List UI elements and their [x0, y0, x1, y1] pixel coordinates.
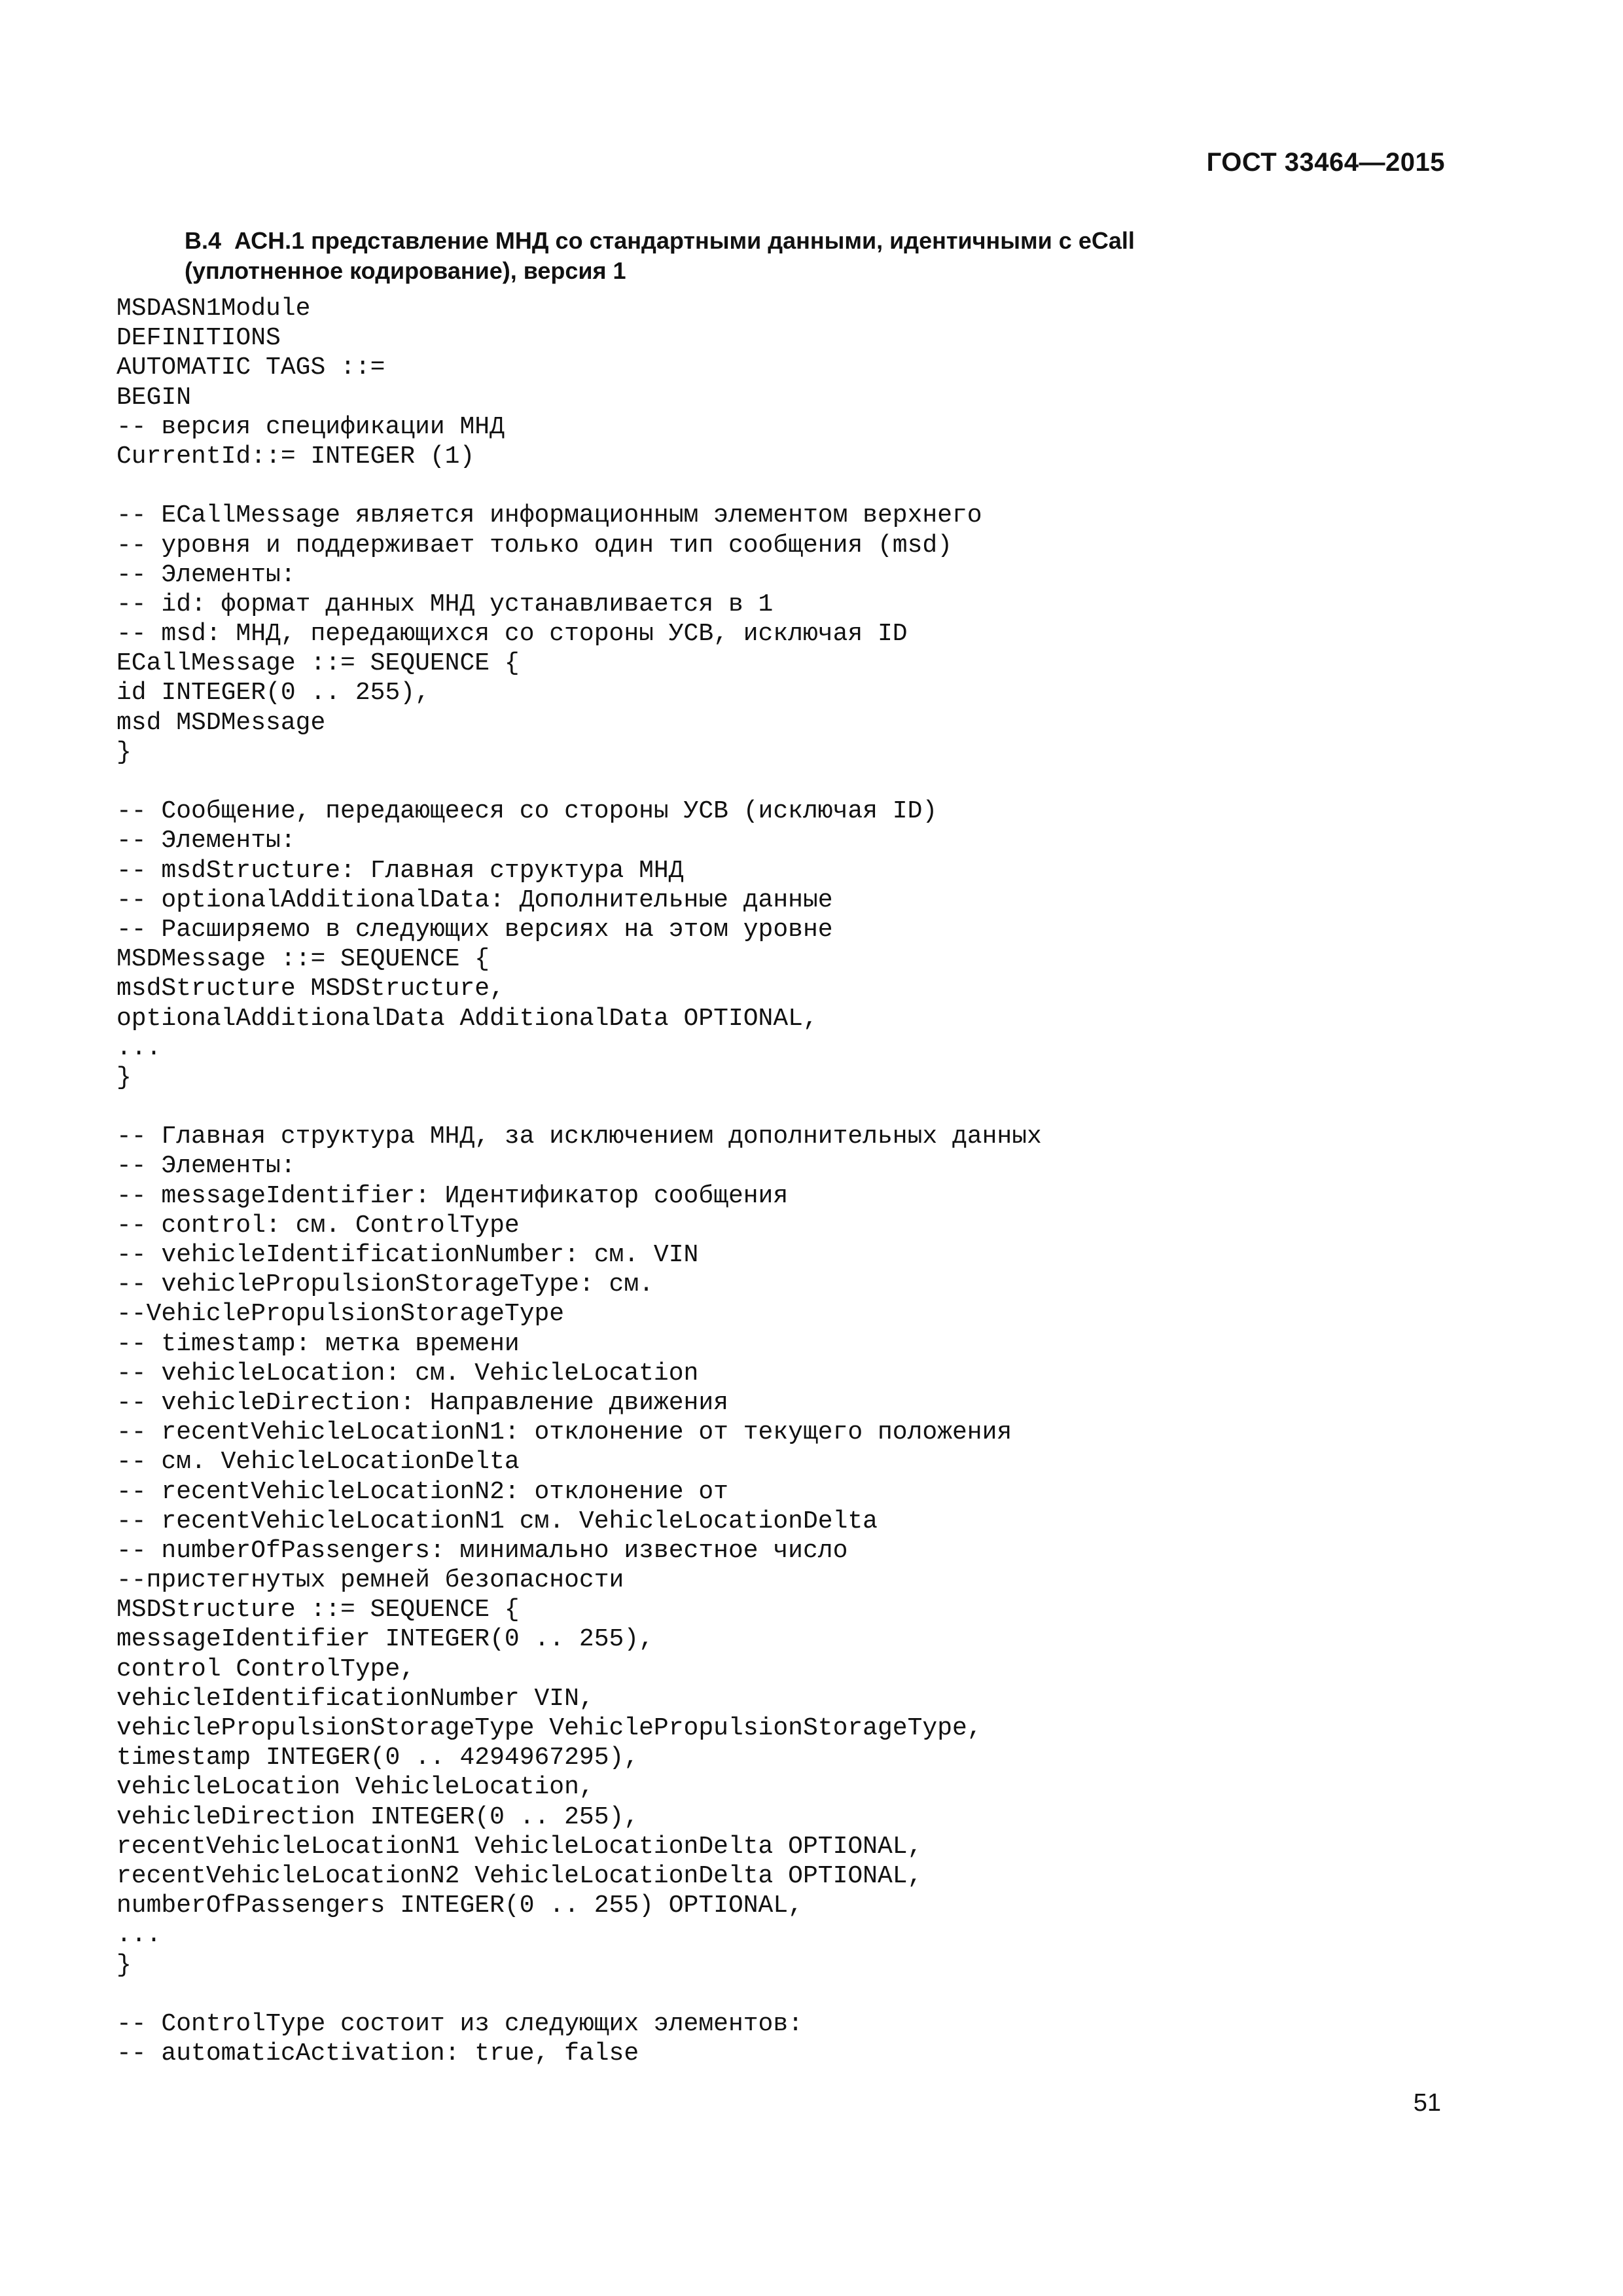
code-line: -- Элементы: — [116, 827, 296, 855]
code-line: DEFINITIONS — [116, 324, 281, 353]
code-line: -- Расширяемо в следующих версиях на этом уровне — [116, 915, 833, 944]
code-line: -- optionalAdditionalData: Дополнительные данные — [116, 886, 833, 914]
code-line: -- vehicleIdentificationNumber: см. VIN — [116, 1241, 699, 1269]
code-line: -- Элементы: — [116, 1152, 296, 1181]
section-heading — [185, 226, 1428, 286]
page-number: 51 — [1413, 2089, 1441, 2117]
code-line: -- версия спецификации МНД — [116, 412, 505, 441]
code-line: -- уровня и поддерживает только один тип сообщения (msd) — [116, 531, 953, 560]
code-line: -- control: см. ControlType — [116, 1211, 520, 1240]
code-line: -- vehicleLocation: см. VehicleLocation — [116, 1359, 699, 1388]
code-line: -- Элементы: — [116, 560, 296, 589]
code-line: } — [116, 1950, 132, 1979]
code-line: msd MSDMessage — [116, 708, 326, 737]
code-line: vehicleIdentificationNumber VIN, — [116, 1684, 594, 1713]
code-line: --VehiclePropulsionStorageType — [116, 1300, 565, 1329]
code-line: ... — [116, 1033, 162, 1062]
code-line: AUTOMATIC TAGS ::= — [116, 353, 385, 382]
code-line: control ControlType, — [116, 1655, 416, 1683]
code-line: recentVehicleLocationN1 VehicleLocationDelta OPTIONAL, — [116, 1832, 923, 1861]
code-line: MSDASN1Module — [116, 295, 311, 323]
code-line: -- msd: МНД, передающихся со стороны УСВ, исключая ID — [116, 620, 908, 649]
code-line: MSDStructure ::= SEQUENCE { — [116, 1596, 520, 1624]
code-line: recentVehicleLocationN2 VehicleLocationDelta OPTIONAL, — [116, 1861, 923, 1890]
code-line: -- см. VehicleLocationDelta — [116, 1448, 520, 1477]
code-line — [116, 767, 1042, 797]
code-line: --пристегнутых ремней безопасности — [116, 1566, 624, 1595]
code-line: -- recentVehicleLocationN1: отклонение от текущего положения — [116, 1418, 1012, 1447]
code-line — [116, 1092, 1042, 1122]
code-line: -- Главная структура МНД, за исключением дополнительных данных — [116, 1122, 1042, 1151]
section-heading-line: B.4 АСН.1 представление МНД со стандартными данными, идентичными с eCall — [185, 227, 1135, 254]
code-line: MSDMessage ::= SEQUENCE { — [116, 945, 490, 974]
code-line: -- vehicleDirection: Направление движения — [116, 1388, 728, 1417]
code-line: -- recentVehicleLocationN1 см. VehicleLocationDelta — [116, 1507, 878, 1535]
code-line: optionalAdditionalData AdditionalData OPTIONAL, — [116, 1004, 818, 1033]
code-line: msdStructure MSDStructure, — [116, 975, 505, 1003]
code-line: -- ECallMessage является информационным элементом верхнего — [116, 501, 982, 530]
code-line: -- ControlType состоит из следующих элементов: — [116, 2009, 803, 2038]
code-line — [116, 1980, 1042, 2009]
code-line: ECallMessage ::= SEQUENCE { — [116, 649, 520, 678]
code-line: BEGIN — [116, 383, 192, 412]
code-line: messageIdentifier INTEGER(0 .. 255), — [116, 1625, 654, 1654]
section-heading-line: (уплотненное кодирование), версия 1 — [185, 257, 626, 284]
code-line — [116, 471, 1042, 501]
code-line: -- automaticActivation: true, false — [116, 2039, 639, 2068]
code-line: -- numberOfPassengers: минимально известное число — [116, 1536, 848, 1565]
code-line: vehiclePropulsionStorageType VehiclePropulsionStorageType, — [116, 1714, 982, 1742]
code-line: -- id: формат данных МНД устанавливается в 1 — [116, 590, 774, 619]
code-line: -- Сообщение, передающееся со стороны УСВ (исключая ID) — [116, 797, 938, 826]
code-line: -- recentVehicleLocationN2: отклонение от — [116, 1477, 728, 1506]
asn1-code-block — [116, 294, 1042, 2068]
code-line: vehicleLocation VehicleLocation, — [116, 1773, 594, 1802]
code-line: -- messageIdentifier: Идентификатор сообщения — [116, 1181, 789, 1210]
code-line: numberOfPassengers INTEGER(0 .. 255) OPTIONAL, — [116, 1892, 803, 1920]
page-header-standard: ГОСТ 33464—2015 — [1206, 148, 1445, 177]
code-line: -- vehiclePropulsionStorageType: см. — [116, 1270, 654, 1299]
code-line: } — [116, 738, 132, 766]
code-line: -- timestamp: метка времени — [116, 1329, 520, 1358]
code-line: } — [116, 1063, 132, 1092]
code-line: id INTEGER(0 .. 255), — [116, 679, 430, 708]
code-line: CurrentId::= INTEGER (1) — [116, 442, 475, 471]
code-line: timestamp INTEGER(0 .. 4294967295), — [116, 1744, 639, 1772]
code-line: -- msdStructure: Главная структура МНД — [116, 856, 684, 885]
code-line: vehicleDirection INTEGER(0 .. 255), — [116, 1803, 639, 1831]
code-line: ... — [116, 1921, 162, 1950]
